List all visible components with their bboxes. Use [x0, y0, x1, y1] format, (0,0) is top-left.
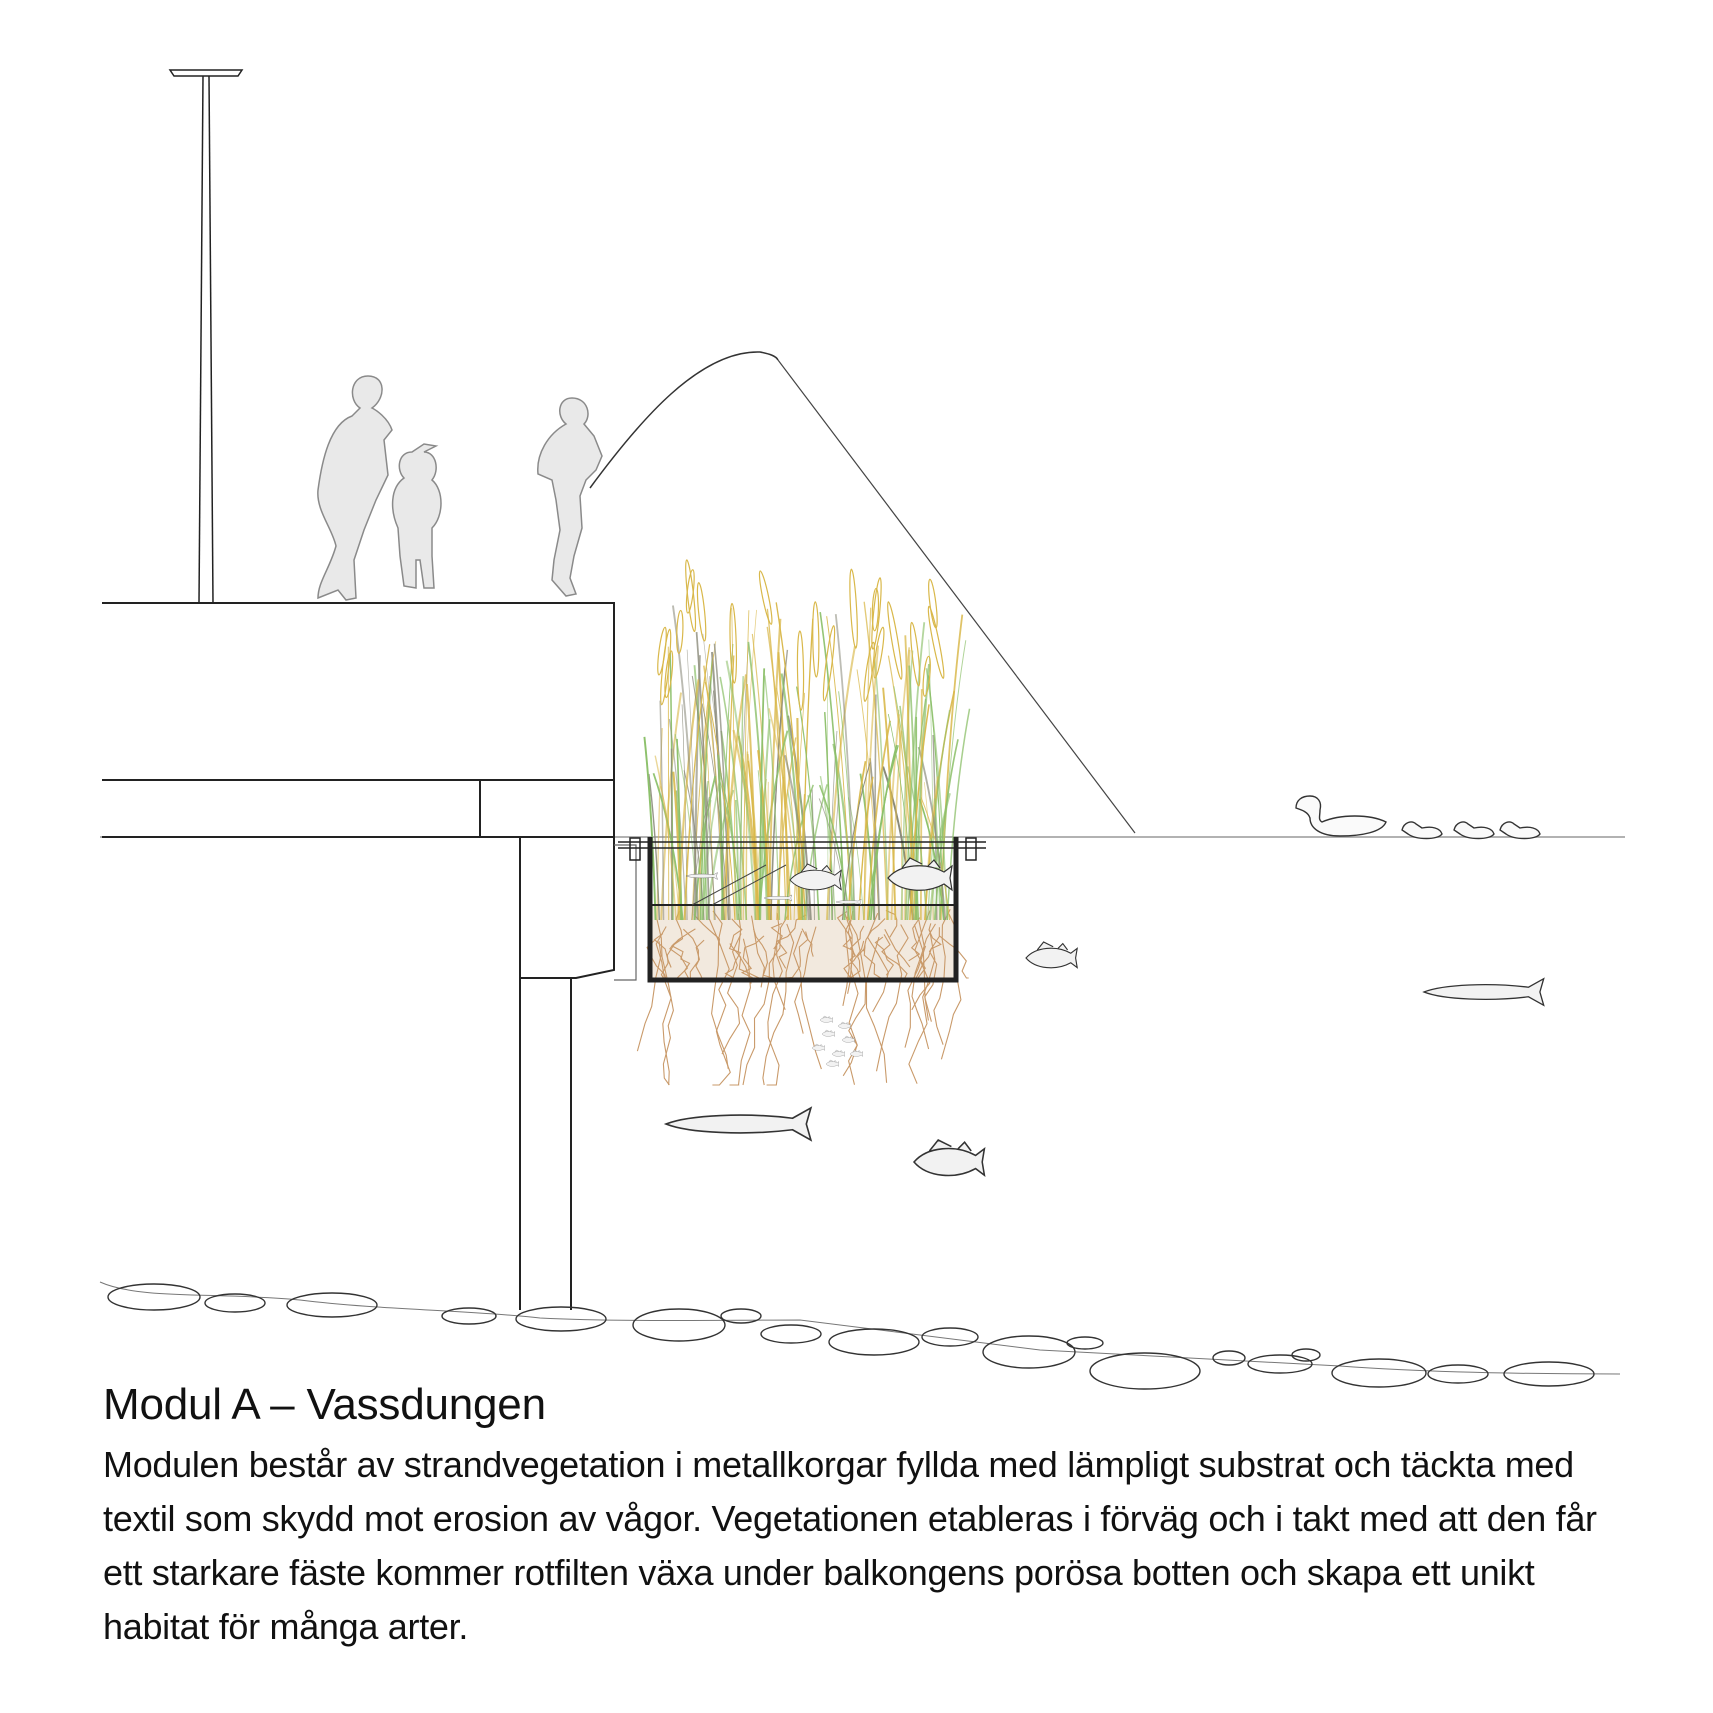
perch-icon [1026, 942, 1077, 968]
caption-body: Modulen består av strandvegetation i metallkorgar fyllda med lämpligt substrat och täckta med textil som skydd mot erosion av vågor. Vegetationen etableras i förväg och i takt med att den får ett starkare fäste kommer rotfilten växa under balkongens porösa botten och skapa ett unikt habitat för många arter. [103, 1444, 1597, 1647]
caption [103, 1378, 1663, 1654]
duckling-icon [1402, 822, 1442, 839]
pike-icon [666, 1108, 811, 1140]
planting-basket [618, 560, 986, 1085]
duckling-icon [1454, 822, 1494, 839]
angler-silhouette-icon [538, 398, 602, 596]
perch-icon [914, 1140, 984, 1175]
child-silhouette-icon [393, 444, 441, 588]
seabed-stones [100, 1282, 1620, 1389]
duck-icon [1296, 796, 1386, 836]
duckling-icon [1500, 822, 1540, 839]
street-lamp-icon [170, 70, 242, 603]
caption-title: Modul A – Vassdungen [103, 1380, 546, 1429]
woman-silhouette-icon [318, 376, 392, 600]
quay-structure [102, 603, 636, 1310]
pike-icon [1424, 979, 1544, 1006]
